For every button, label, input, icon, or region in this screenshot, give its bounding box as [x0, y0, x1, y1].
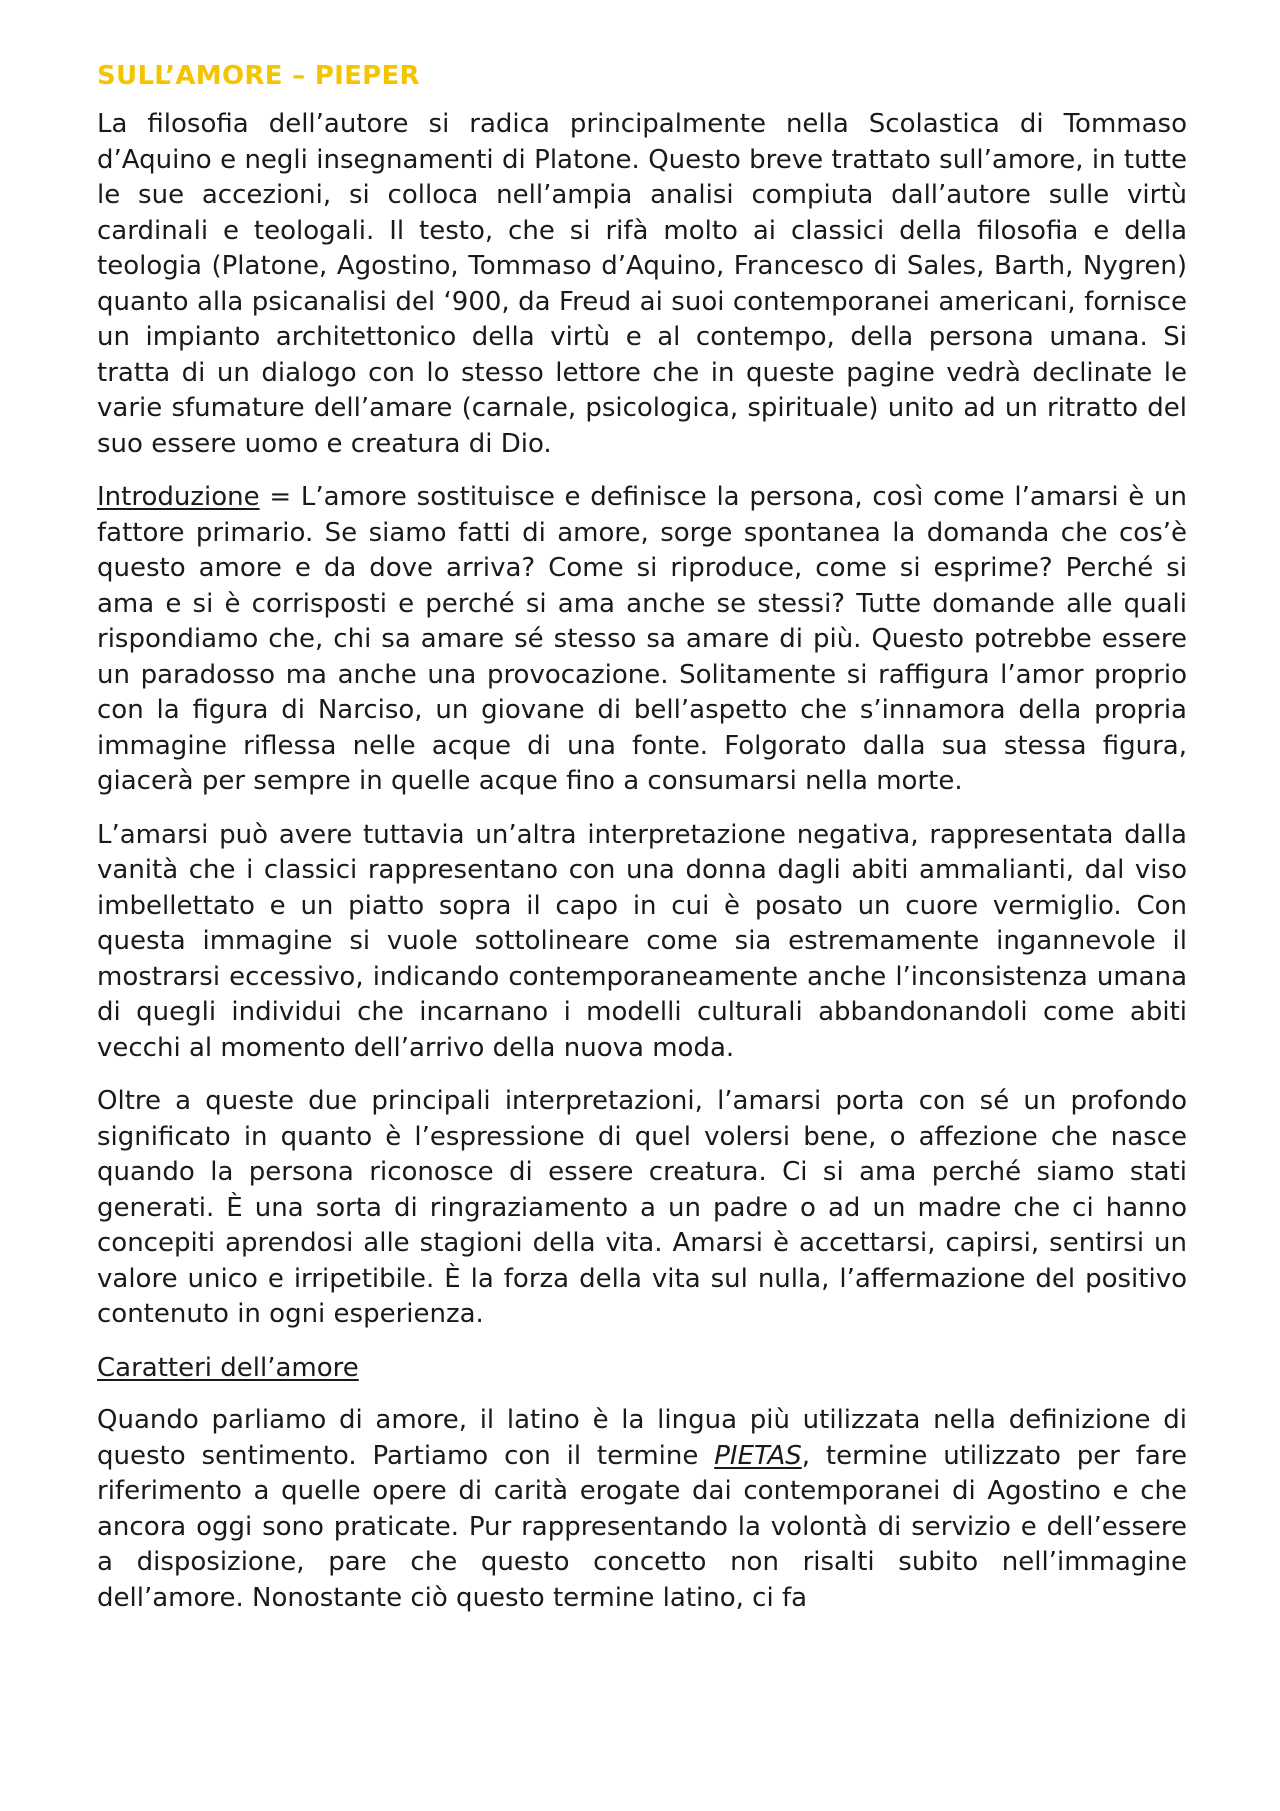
vanita-paragraph: L’amarsi può avere tuttavia un’altra interpretazione negativa, rappresentata dalla vanità che i classici rappresentano con una donna dagli abiti ammalianti, dal viso imbellettato e un piatto sopra il capo in cui è posato un cuore vermiglio. Con questa immagine si vuole sottolineare come sia estremamente ingannevole il mostrarsi eccessivo, indicando contemporaneamente anche l’inconsistenza umana di quegli individui che incarnano i modelli culturali abbandonandoli come abiti vecchi al momento dell’arrivo della nuova moda.	[97, 819, 1187, 1063]
intro-paragraph: La filosofia dell’autore si radica principalmente nella Scolastica di Tommaso d’Aquino e negli insegnamenti di Platone. Questo breve trattato sull’amore, in tutte le sue accezioni, si colloca nell’ampia analisi compiuta dall’autore sulle virtù cardinali e teologali. Il testo, che si rifà molto ai classici della filosofia e della teologia (Platone, Agostino, Tommaso d’Aquino, Francesco di Sales, Barth, Nygren) quanto alla psicanalisi del ‘900, da Freud ai suoi contemporanei americani, fornisce un impianto architettonico della virtù e al contempo, della persona umana. Si tratta di un dialogo con lo stesso lettore che in queste pagine vedrà declinate le varie sfumature dell’amare (carnale, psicologica, spirituale) unito ad un ritratto del suo essere uomo e creatura di Dio.	[97, 109, 1187, 459]
introduzione-paragraph	[97, 480, 1187, 800]
pietas-before: Quando parliamo di amore, il latino è la lingua più utilizzata nella definizione di questo sentimento. Partiamo con il termine	[97, 1405, 1187, 1471]
introduzione-text: = L’amore sostituisce e definisce la persona, così come l’amarsi è un fattore primario. Se siamo fatti di amore, sorge spontanea la domanda che cos’è questo amore e da dove arriva? Come si riproduce, come si esprime? Perché si ama e si è corrisposti e perché si ama anche se stessi? Tutte domande alle quali rispondiamo che, chi sa amare sé stesso sa amare di più. Questo potrebbe essere un paradosso ma anche una provocazione. Solitamente si raffigura l’amor proprio con la figura di Narciso, un giovane di bell’aspetto che s’innamora della propria immagine riflessa nelle acque di una fonte. Folgorato dalla sua stessa figura, giacerà per sempre in quelle acque fino a consumarsi nella morte.	[97, 482, 1187, 796]
pietas-after: , termine utilizzato per fare riferimento a quelle opere di carità erogate dai contemporanei di Agostino e che ancora oggi sono praticate. Pur rappresentando la volontà di servizio e dell’essere a disposizione, pare che questo concetto non risalti subito nell’immagine dell’amore. Nonostante ciò questo termine latino, ci fa	[97, 1440, 1187, 1613]
caratteri-heading-text: Caratteri dell’amore	[97, 1352, 359, 1383]
introduzione-label: Introduzione	[97, 482, 260, 512]
oltre-paragraph: Oltre a queste due principali interpretazioni, l’amarsi porta con sé un profondo significato in quanto è l’espressione di quel volersi bene, o affezione che nasce quando la persona riconosce di essere creatura. Ci si ama perché siamo stati generati. È una sorta di ringraziamento a un padre o ad un madre che ci hanno concepiti aprendosi alle stagioni della vita. Amarsi è accettarsi, capirsi, sentirsi un valore unico e irripetibile. È la forza della vita sul nulla, l’affermazione del positivo contenuto in ogni esperienza.	[97, 1086, 1187, 1329]
pietas-term: PIETAS	[714, 1440, 802, 1471]
document-page	[97, 58, 1187, 1616]
document-title: SULL’AMORE – PIEPER	[97, 61, 420, 91]
pietas-paragraph	[97, 1403, 1187, 1616]
caratteri-heading	[97, 1351, 1187, 1387]
